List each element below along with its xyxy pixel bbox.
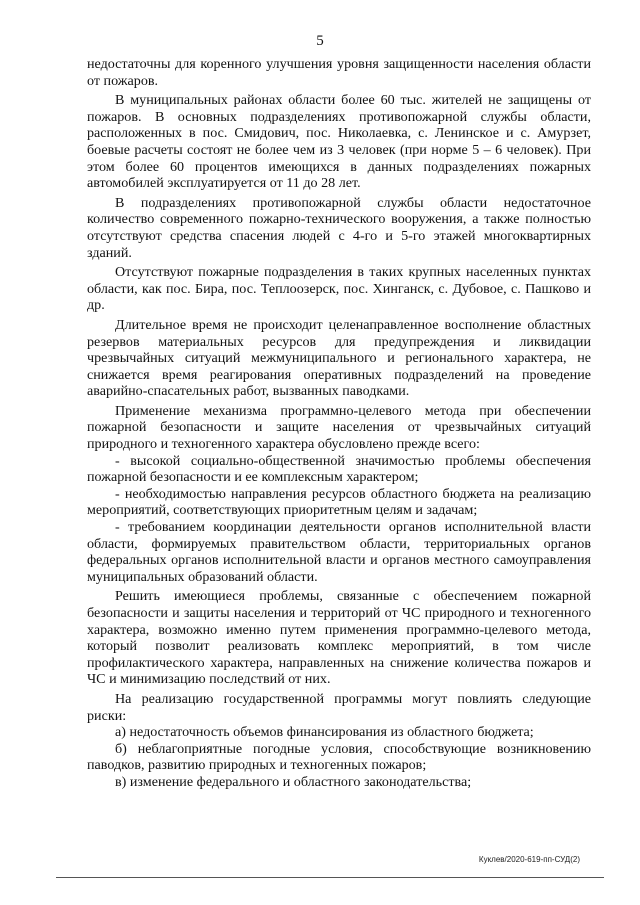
risk-item-a: а) недостаточность объемов финансирования из областного бюджета; [115, 724, 534, 741]
risk-item-b: б) неблагоприятные погодные условия, способствующие возникновению паводков, развитию природных и техногенных пожаров; [87, 740, 591, 774]
bottom-divider [56, 877, 604, 878]
risk-item-c: в) изменение федерального и областного законодательства; [115, 773, 472, 790]
paragraph-program-method: Применение механизма программно-целевого метода при обеспечении пожарной безопасности и защите населения от чрезвычайных ситуаций природного и техногенного характера обусловлено прежде всего: [87, 402, 591, 453]
document-body [87, 56, 591, 791]
document-footer-code: Куклев/2020-619-пп-СУД(2) [478, 855, 580, 864]
paragraph-missing-units: Отсутствуют пожарные подразделения в таких крупных населенных пунктах области, как пос. Бира, пос. Теплоозерск, пос. Хинганск, с. Дубовое, с. Пашково и др. [87, 264, 591, 314]
page-number: 5 [316, 33, 324, 49]
paragraph-solution: Решить имеющиеся проблемы, связанные с обеспечением пожарной безопасности и защиты населения и территорий от ЧС природного и техногенного характера, возможно именно путем применения программно-целевого метода, который позволит реализовать комплекс мероприятий, в том числе профилактического характера, направленных на снижение количества пожаров и ЧС и минимизацию последствий от них. [87, 588, 591, 688]
paragraph-risks-intro: На реализацию государственной программы могут повлиять следующие риски: [87, 690, 591, 724]
list-item-budget: - необходимостью направления ресурсов областного бюджета на реализацию мероприятий, соответствующих приоритетным целям и задачам; [87, 485, 591, 519]
paragraph-reserves: Длительное время не происходит целенаправленное восполнение областных резервов материальных ресурсов для предупреждения и ликвидации чрезвычайных ситуаций межмуниципального и регионального характера, не снижается время реагирования оперативных подразделений на проведение аварийно-спасательных работ, вызванных паводками. [87, 316, 591, 400]
list-item-coordination: - требованием координации деятельности органов исполнительной власти области, формируемых правительством области, территориальных органов федеральных органов исполнительной власти и органов местного самоуправления муниципальных образований области. [87, 519, 591, 585]
list-item-significance: - высокой социально-общественной значимостью проблемы обеспечения пожарной безопасности и ее комплексным характером; [87, 452, 591, 486]
paragraph-unprotected-residents: В муниципальных районах области более 60 тыс. жителей не защищены от пожаров. В основных подразделениях противопожарной службы области, расположенных в пос. Смидович, пос. Николаевка, с. Ленинское и с. Амурзет, боевые расчеты состоят не более чем из 3 человек (при норме 5 – 6 человек). При этом более 60 процентов имеющихся в данных подразделениях пожарных автомобилей эксплуатируется от 11 до 28 лет. [87, 92, 591, 192]
paragraph-equipment-shortage: В подразделениях противопожарной службы области недостаточное количество современного пожарно-технического вооружения, а также полностью отсутствуют средства спасения людей с 4-го и 5-го этажей многоквартирных зданий. [87, 194, 591, 261]
paragraph-continuation: недостаточны для коренного улучшения уровня защищенности населения области от пожаров. [87, 56, 591, 89]
